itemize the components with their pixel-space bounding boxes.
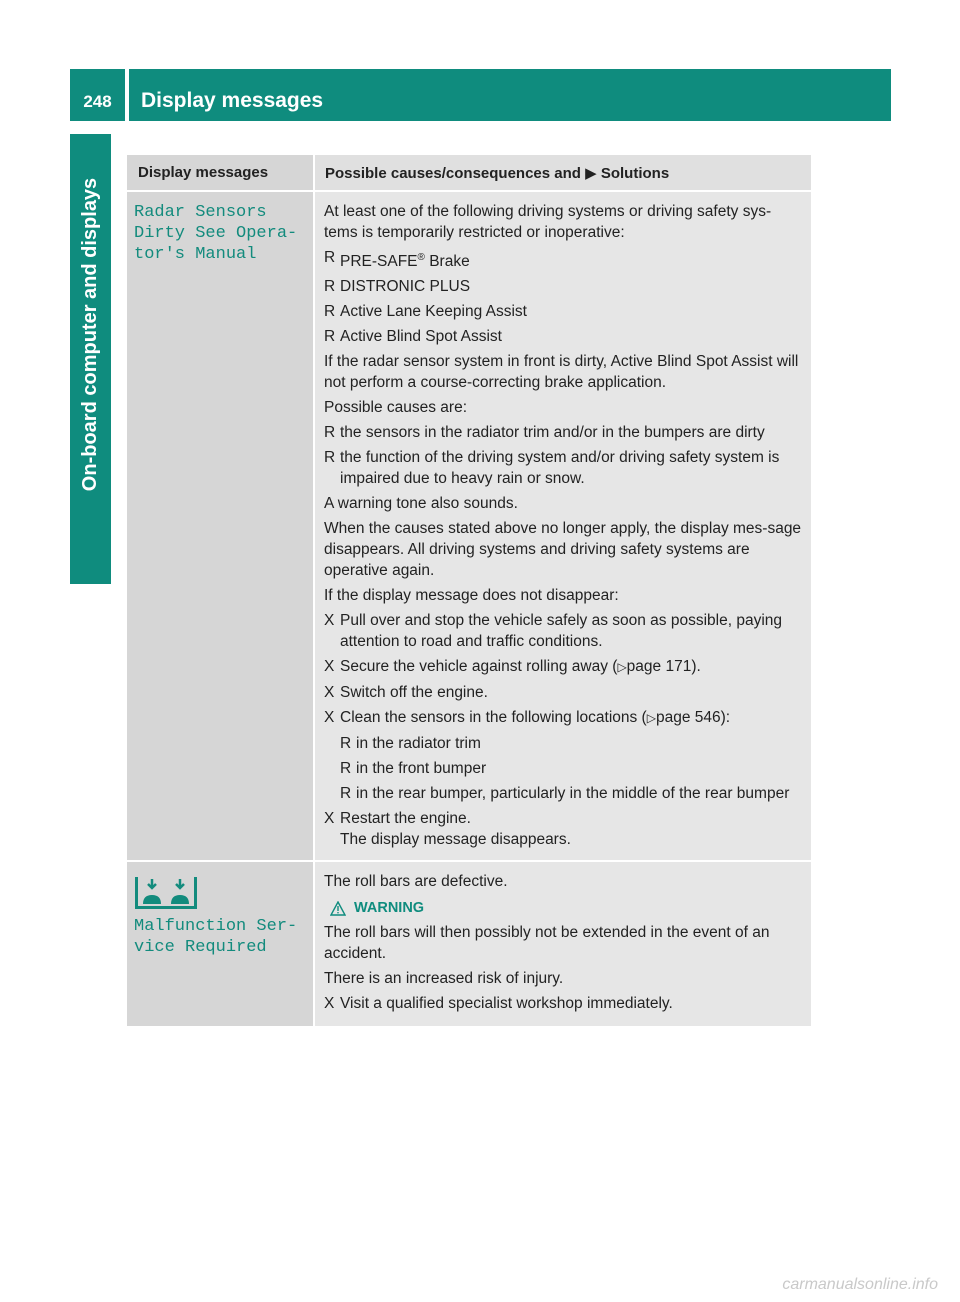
header-divider [125, 69, 129, 121]
bullet-icon: R [324, 278, 336, 296]
list-item: X Restart the engine. The display message disappears. [324, 810, 571, 849]
side-tab-label: On-board computer and displays [79, 177, 102, 491]
step-marker-icon: X [324, 658, 335, 676]
warning-triangle-icon [330, 901, 346, 916]
list-item: R Active Blind Spot Assist [324, 328, 502, 346]
column-header-messages: Display messages [127, 155, 314, 191]
list-item: R in the rear bumper, particularly in the middle of the rear bumper [340, 785, 790, 803]
list-item: R the sensors in the radiator trim and/or in the bumpers are dirty [324, 424, 765, 442]
step-marker-icon: X [324, 709, 335, 727]
warning-heading: WARNING [330, 900, 803, 916]
bullet-icon: R [340, 785, 352, 803]
page-number: 248 [83, 92, 112, 111]
message-cell [127, 861, 314, 1026]
side-tab-label-wrap [70, 134, 111, 534]
bullet-icon: R [324, 424, 336, 442]
bullet-icon: R [340, 735, 352, 753]
paragraph: The roll bars will then possibly not be extended in the event of an accident. [324, 924, 770, 963]
paragraph: The roll bars are defective. [324, 873, 508, 891]
list-item: R PRE-SAFE® Brake [324, 249, 470, 271]
paragraph: Possible causes are: [324, 399, 468, 417]
paragraph: When the causes stated above no longer apply, the display mes-sage disappears. All driving systems and driving safety systems are operative again. [324, 520, 802, 580]
bullet-icon: R [324, 249, 336, 266]
bullet-icon: R [340, 760, 352, 778]
watermark: carmanualsonline.info [782, 1276, 938, 1293]
step-marker-icon: X [324, 810, 335, 828]
roll-bar-icon [134, 876, 198, 910]
list-item: X Secure the vehicle against rolling away (▷page 171). [324, 658, 701, 676]
list-item: R Active Lane Keeping Assist [324, 303, 527, 321]
table-header-row [127, 155, 811, 191]
page-title: Display messages [141, 89, 324, 112]
step-marker-icon: X [324, 995, 335, 1013]
message-malfunction-service: Malfunction Ser‐ vice Required [134, 917, 298, 958]
bullet-icon: R [324, 303, 336, 321]
step-marker-icon: X [324, 684, 335, 702]
paragraph: A warning tone also sounds. [324, 495, 518, 513]
list-item: R in the radiator trim [340, 735, 481, 753]
list-item: X Switch off the engine. [324, 684, 488, 702]
arrow-right-icon: ▶ [585, 164, 597, 182]
page-reference-icon: ▷ [646, 711, 656, 726]
paragraph: If the radar sensor system in front is dirty, Active Blind Spot Assist will not perform a course-correcting brake application. [324, 353, 799, 392]
column-header-solutions: Possible causes/consequences and ▶ Solutions [314, 155, 811, 191]
table-row [127, 861, 811, 1026]
message-cell [127, 191, 314, 861]
list-item: X Clean the sensors in the following locations (▷page 546): [324, 709, 731, 727]
paragraph: There is an increased risk of injury. [324, 970, 564, 988]
bullet-icon: R [324, 328, 336, 346]
list-item: X Visit a qualified specialist workshop immediately. [324, 995, 673, 1013]
step-marker-icon: X [324, 612, 335, 630]
solution-cell [314, 861, 811, 1026]
list-item: R the function of the driving system and/or driving safety system is impaired due to heavy rain or snow. [324, 449, 780, 488]
list-item: R DISTRONIC PLUS [324, 278, 471, 296]
paragraph: If the display message does not disappear: [324, 587, 619, 605]
bullet-icon: R [324, 449, 336, 467]
intro-text: At least one of the following driving systems or driving safety sys-tems is temporarily restricted or inoperative: [324, 203, 772, 241]
list-item: X Pull over and stop the vehicle safely as soon as possible, paying attention to road and traffic conditions. [324, 612, 783, 651]
list-item: R in the front bumper [340, 760, 487, 778]
page-reference-icon: ▷ [617, 660, 627, 675]
message-radar-sensors: Radar Sensors Dirty See Opera‐ tor's Manual [134, 203, 298, 264]
table-row [127, 191, 811, 861]
display-messages-table [127, 155, 811, 1026]
solution-cell [314, 191, 811, 861]
